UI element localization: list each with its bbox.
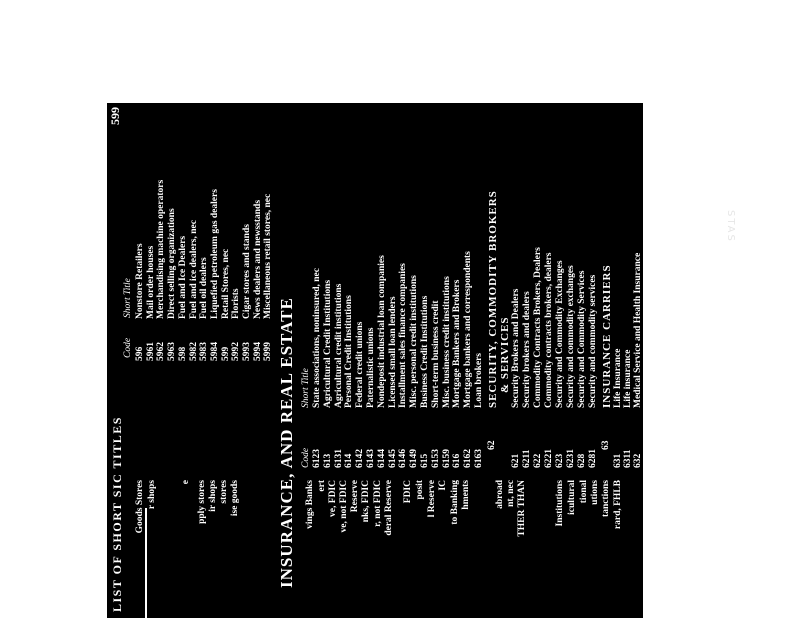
sic-code: 6143 (366, 449, 376, 468)
sic-title: Life Insurance (613, 348, 623, 408)
left-fragment: rard, FHLB (613, 480, 623, 530)
sic-code: 6149 (409, 449, 420, 468)
sic-title: Nondeposit industrial loan companies (376, 255, 387, 408)
sic-code: 5992 (231, 342, 242, 361)
sic-code: 6131 (333, 449, 344, 468)
left-fragment: stores (219, 480, 229, 504)
faint-margin-text: STAS (725, 210, 736, 243)
sic-title: Fuel and Ice Dealers (177, 235, 188, 319)
sic-code: 5994 (252, 342, 263, 361)
sic-code: 598 (177, 346, 188, 361)
left-fragment: Goods Stores (135, 480, 145, 534)
sic-title: Miscellaneous retail stores, nec (263, 193, 274, 319)
sic-title: Accident and health insurance (643, 284, 654, 408)
sic-code: 6162 (463, 449, 474, 468)
sic-title: Security brokers and dealers (522, 291, 532, 408)
security-code: 62 (487, 440, 497, 450)
insurance-header: INSURANCE CARRIERS (601, 264, 613, 408)
left-fragment: l Reserve (427, 480, 437, 518)
sic-title: Installment sales finance companies (398, 263, 409, 408)
left-fragment: hments (461, 480, 471, 510)
scanned-page (107, 103, 664, 618)
sic-code: 628 (577, 453, 587, 468)
sic-title: Security Brokers and Dealers (511, 288, 521, 408)
sic-code: 6221 (544, 449, 554, 468)
left-fragment: vings Banks (305, 480, 315, 529)
sic-code: 6145 (387, 449, 398, 468)
sic-title: Fuel and ice dealers, nec (188, 220, 199, 319)
left-fragment: tanctions (601, 480, 611, 517)
sic-title: News dealers and newsstands (252, 199, 263, 319)
sic-title: Security and commodity exchanges (566, 265, 576, 408)
sic-title: Federal credit unions (355, 321, 366, 408)
left-fragment: e (181, 480, 191, 485)
sic-code: 5982 (188, 342, 199, 361)
left-fragment: r shops (147, 480, 157, 510)
left-fragment: icultural (567, 480, 577, 515)
left-fragment: r, not FDIC (373, 480, 383, 527)
sic-title: Security and Commodity Services (577, 270, 587, 408)
sic-title: Misc. business credit institutions (441, 276, 452, 408)
sic-title: Mortgage bankers and correspondents (463, 251, 474, 408)
sic-code: 623 (555, 453, 565, 468)
left-fragment: ise goods (230, 480, 240, 517)
section-title: INSURANCE, AND REAL ESTATE (277, 297, 296, 588)
sic-title: Misc. personal credit institutions (409, 275, 420, 408)
left-fragment: utions (590, 480, 600, 505)
sic-title: Hospital and medical service plans (653, 267, 664, 408)
sic-code: 6281 (588, 449, 598, 468)
sic-code: 599 (220, 346, 231, 361)
sic-title: Commodity contracts brokers, dealers (544, 252, 554, 408)
sic-title: Commodity Contracts Brokers, Dealers (533, 247, 543, 408)
sic-code: 615 (420, 453, 430, 468)
sic-code: 621 (511, 453, 521, 468)
sic-title: Retail Stores, nec (220, 248, 231, 319)
sic-code: 632 (633, 453, 644, 468)
sic-code: 6231 (566, 449, 576, 468)
sic-title: Security and commodity services (588, 274, 598, 408)
sic-title: Mail order houses (145, 245, 156, 319)
left-fragment: IC (438, 480, 448, 491)
sic-code: 6211 (522, 449, 532, 468)
sic-title: Business Credit Institutions (420, 295, 430, 408)
sic-title: Personal Credit Institutions (344, 295, 355, 408)
sic-code: 6324 (653, 449, 664, 468)
sic-code: 6159 (441, 449, 452, 468)
sic-code: 613 (322, 453, 333, 468)
left-fragment: deral Reserve (384, 480, 394, 536)
security-header-line1: SECURITY, COMMODITY BROKERS (487, 190, 499, 408)
sic-title: Licensed small loan lenders (387, 296, 398, 408)
page-number: 599 (108, 107, 122, 125)
credit-column-title: Short Title (301, 368, 311, 408)
sic-code: 6153 (430, 449, 441, 468)
sic-code: 622 (533, 453, 543, 468)
sic-code: 6311 (623, 449, 634, 468)
sic-title: Loan brokers (474, 353, 484, 408)
sic-code: 6144 (376, 449, 387, 468)
left-fragment: Reserve (350, 480, 360, 513)
left-fragment: posit (415, 480, 425, 500)
sic-code: 6146 (398, 449, 409, 468)
left-fragment: to Banking (450, 480, 460, 525)
security-header-line2: & SERVICES (499, 316, 511, 393)
sic-code: 6123 (312, 449, 322, 468)
sic-code: 5983 (199, 342, 210, 361)
left-fragment: nks, FDIC (361, 480, 371, 523)
sic-title: Merchandising machine operators (156, 179, 167, 319)
sic-code: 614 (344, 453, 355, 468)
sic-code: 5963 (167, 342, 178, 361)
sic-title: Cigar stores and stands (242, 224, 252, 319)
sic-code: 596 (135, 346, 145, 361)
left-fragment: tional (579, 480, 589, 504)
sic-title: Direct selling organizations (167, 208, 178, 319)
sic-code: 5993 (242, 342, 252, 361)
left-fragment: nt, nec (506, 480, 516, 507)
sic-code: 6321 (643, 449, 654, 468)
sic-title: Liquefied petroleum gas dealers (209, 189, 220, 319)
left-fragment: FDIC (403, 480, 413, 504)
credit-column-code: Code (301, 447, 311, 468)
sic-title: Agricultural Credit Institutions (322, 279, 333, 408)
left-fragment: THER THAN (517, 480, 527, 537)
rotated-page-content (107, 103, 664, 618)
sic-title: Agricultural credit institutions (333, 283, 344, 408)
insurance-code: 63 (601, 440, 611, 450)
sic-title: Life insurance (623, 349, 634, 408)
left-fragment: ert (317, 480, 327, 492)
column-header-code: Code (123, 337, 133, 358)
sic-code: 6163 (474, 449, 484, 468)
sic-title: Florists (231, 288, 242, 319)
sic-code: 6142 (355, 449, 366, 468)
sic-title: Paternalistic unions (366, 327, 376, 408)
sic-title: Nonstore Retailers (135, 243, 145, 319)
sic-title: Mortgage Bankers and Brokers (452, 279, 463, 408)
sic-code: 616 (452, 453, 463, 468)
sic-title: State associations, noninsured, nec (312, 268, 322, 408)
column-header-short-title: Short Title (123, 278, 133, 318)
sic-code: 5999 (263, 342, 274, 361)
left-fragment: ve, FDIC (328, 480, 338, 517)
left-fragment: abroad (495, 480, 505, 509)
left-fragment: Institutions (555, 480, 565, 527)
left-fragment: pply stores (197, 480, 207, 524)
sic-title: Medical Service and Health Insurance (633, 252, 644, 408)
sic-title: Security and Commodity Exchanges (555, 260, 565, 408)
sic-title: Fuel oil dealers (199, 257, 210, 319)
sic-code: 631 (613, 453, 623, 468)
left-fragment: ir shops (208, 480, 218, 512)
sic-title: Short-term business credit (430, 300, 441, 408)
page-header: LIST OF SHORT SIC TITLES (110, 416, 124, 612)
sic-code: 5962 (156, 342, 167, 361)
left-fragment: ve, not FDIC (339, 480, 349, 533)
sic-code: 5961 (145, 342, 156, 361)
sic-code: 5984 (209, 342, 220, 361)
